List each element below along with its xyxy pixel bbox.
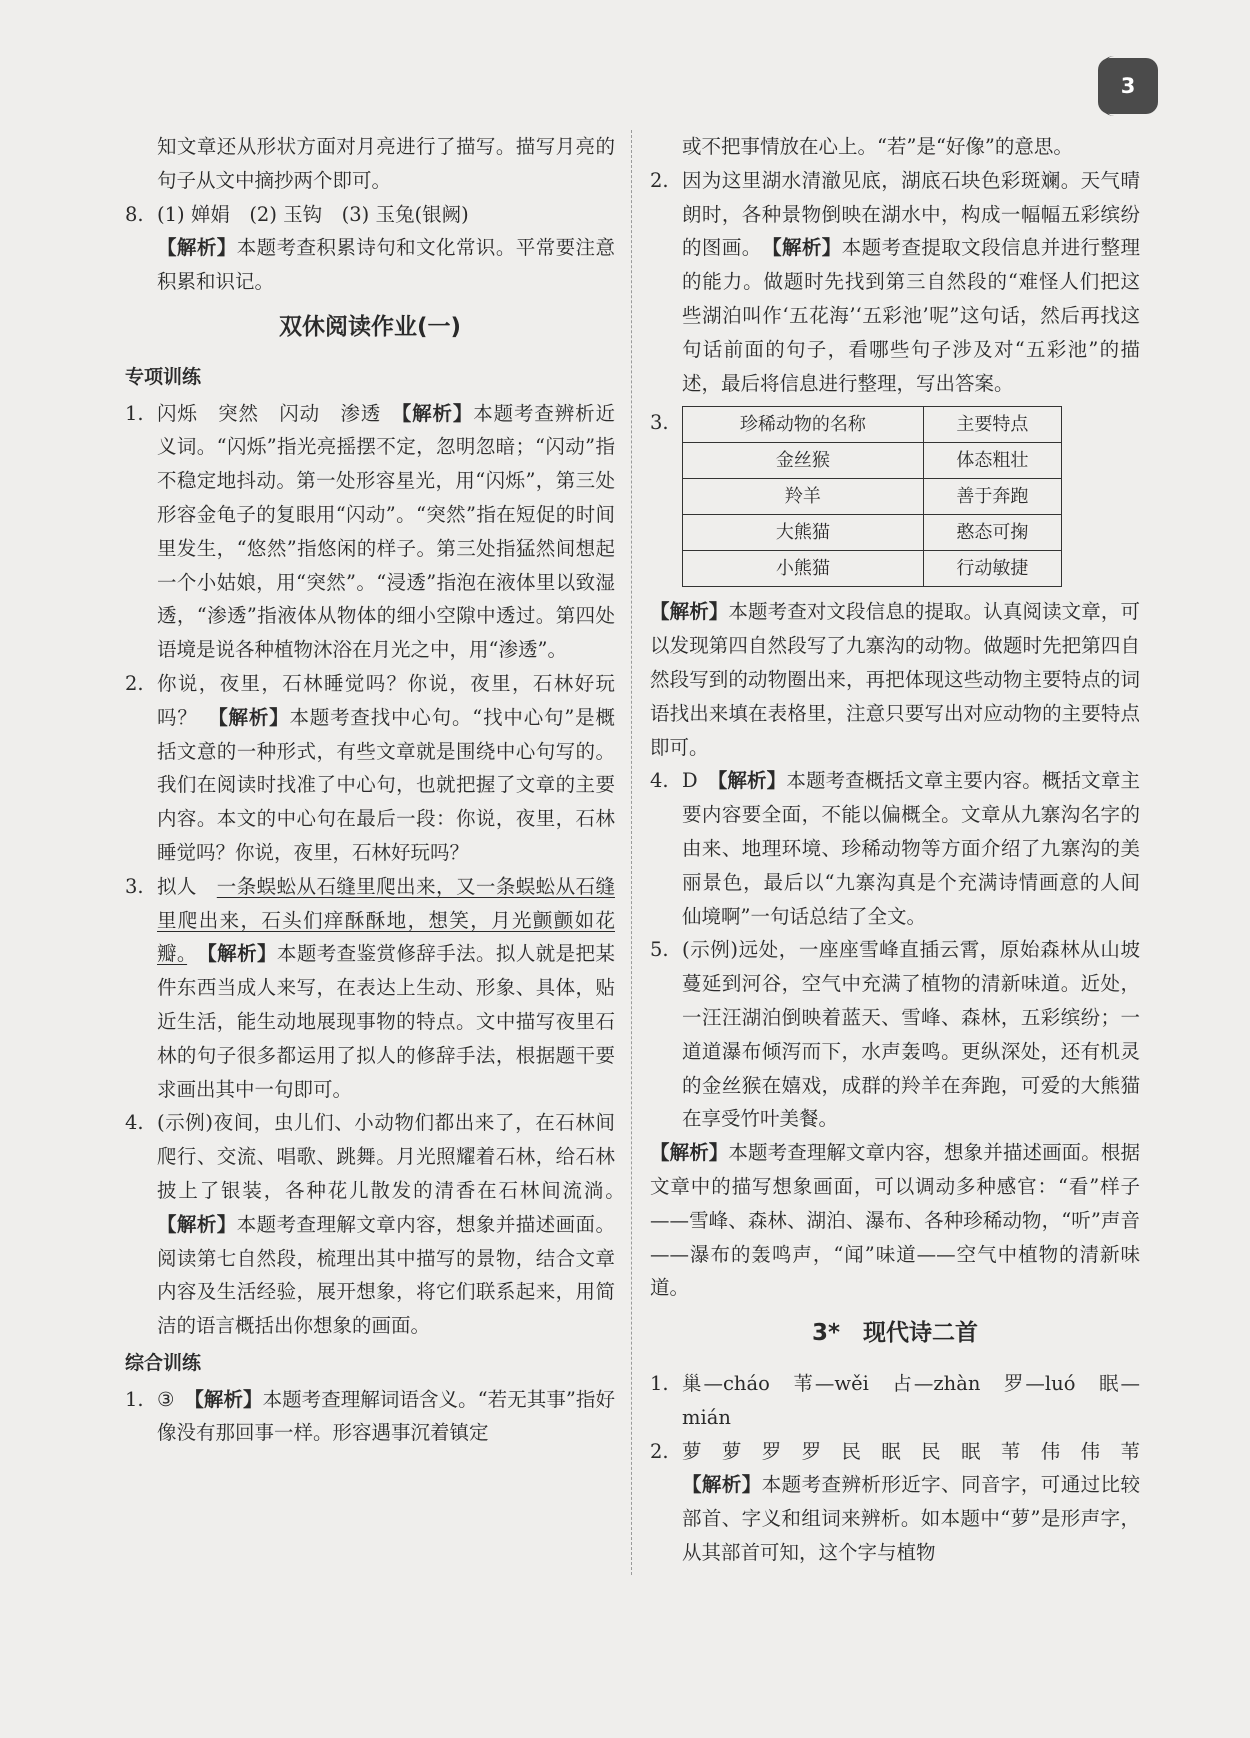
left-continuation: 知文章还从形状方面对月亮进行了描写。描写月亮的句子从文中摘抄两个即可。 [157,135,615,192]
table-cell: 体态粗壮 [923,443,1061,479]
subsection-title: 专项训练 [125,365,202,388]
analysis-label: 【解析】 [650,600,729,624]
right-column [650,130,1160,1570]
analysis-label: 【解析】 [650,1141,729,1165]
analysis-label: 【解析】 [401,401,474,425]
analysis-label: 【解析】 [682,1473,762,1497]
answer-4: 4. D 【解析】本题考查概括文章主要内容。概括文章主要内容要全面，不能以偏概全。文章从九寨沟名字的由来、地理环境、珍稀动物等方面介绍了九寨沟的美丽景色，最后以“九寨沟真是个充满诗情画意的人间仙境啊”一句话总结了全文。 [650,769,1140,928]
answer-3: 3. 拟人 一条蜈蚣从石缝里爬出来，又一条蜈蚣从石缝里爬出来，石头们痒酥酥地，想笑，月光颤颤如花瓣。 【解析】本题考查鉴赏修辞手法。拟人就是把某件东西当成人来写，在表达上生动、形象、具体，贴近生活，能生动地展现事物的特点。文中描写夜里石林的句子很多都运用了拟人的修辞手法，根据题干要求画出其中一句即可。 [125,874,615,1101]
section-title: 3* 现代诗二首 [811,1320,979,1347]
comprehensive-answer-1: 1. ③ 【解析】本题考查理解词语含义。“若无其事”指好像没有那回事一样。形容遇事沉着镇定 [125,1387,615,1445]
analysis-label: 【解析】 [157,1212,237,1236]
analysis-label: 【解析】 [717,769,787,793]
answer-5: 5. (示例)远处，一座座雪峰直插云霄，原始森林从山坡蔓延到河谷，空气中充满了植物的清新味道。近处，一汪汪湖泊倒映着蓝天、雪峰、森林，五彩缤纷；一道道瀑布倾泻而下，水声轰鸣。更纵深处，还有机灵的金丝猴在嬉戏，成群的羚羊在奔跑，可爱的大熊猫在享受竹叶美餐。 [650,938,1140,1131]
table-header-cell: 主要特点 [923,407,1061,443]
table-row [683,515,1062,551]
table-row [683,551,1062,587]
analysis-label: 【解析】 [207,942,277,966]
answer-8: 8. (1) 婵娟 (2) 玉钩 (3) 玉兔(银阙) 【解析】本题考查积累诗句和文化常识。平常要注意积累和识记。 [125,202,615,294]
answer-1: 1. 闪烁 突然 闪动 渗透 【解析】本题考查辨析近义词。“闪烁”指光亮摇摆不定，忽明忽暗；“闪动”指不稳定地抖动。第一处形容星光，用“闪烁”，第三处形容金龟子的复眼用“闪动”。“突然”指在短促的时间里发生，“悠然”指悠闲的样子。第三处指猛然间想起一个小姑娘，用“突然”。“浸透”指泡在液体里以致湿透，“渗透”指液体从物体的细小空隙中透过。第四处语境是说各种植物沐浴在月光之中，用“渗透”。 [125,401,615,662]
table-row [683,479,1062,515]
page-number: 3 [1098,58,1158,114]
analysis-label: 【解析】 [194,1387,263,1411]
table-cell: 行动敏捷 [923,551,1061,587]
poem-answer-2: 2. 萝 萝 罗 罗 民 眠 民 眠 苇 伟 伟 苇 【解析】本题考查辨析形近字、同音字，可通过比较部首、字义和组词来辨析。如本题中“萝”是形声字，从其部首可知，这个字与植物 [650,1439,1160,1564]
table-cell: 善于奔跑 [923,479,1061,515]
table-cell: 金丝猴 [683,443,924,479]
table-row [683,443,1062,479]
table-header-row [683,407,1062,443]
underlined-sentence: 一条蜈蚣从石缝里爬出来，又一条蜈蚣从石缝里爬出来，石头们痒酥酥地，想笑，月光颤颤如花瓣。 [157,874,615,966]
subsection-title: 综合训练 [125,1351,202,1374]
analysis-label: 【解析】 [771,236,842,260]
table-cell: 憨态可掬 [923,515,1061,551]
left-column [125,130,635,1450]
answer-5-analysis: 【解析】本题考查理解文章内容，想象并描述画面。根据文章中的描写想象画面，可以调动多种感官：“看”样子——雪峰、森林、湖泊、瀑布、各种珍稀动物，“听”声音——瀑布的轰鸣声，“闻”味道——空气中植物的清新味道。 [650,1141,1140,1300]
table-cell: 羚羊 [683,479,924,515]
answer-2: 2. 你说，夜里，石林睡觉吗？你说，夜里，石林好玩吗？ 【解析】本题考查找中心句。“找中心句”是概括文意的一种形式，有些文章就是围绕中心句写的。我们在阅读时找准了中心句，也就把握了文章的主要内容。本文的中心句在最后一段：你说，夜里，石林睡觉吗？你说，夜里，石林好玩吗？ [125,671,615,864]
section-title: 双休阅读作业(一) [278,313,462,340]
analysis-label: 【解析】 [157,236,237,260]
table-header-cell: 珍稀动物的名称 [683,407,924,443]
analysis-label: 【解析】 [217,705,290,729]
table-cell: 小熊猫 [683,551,924,587]
answer-3-analysis: 【解析】本题考查对文段信息的提取。认真阅读文章，可以发现第四自然段写了九寨沟的动物。做题时先把第四自然段写到的动物圈出来，再把体现这些动物主要特点的词语找出来填在表格里，注意只要写出对应动物的主要特点即可。 [650,600,1140,759]
poem-answer-1: 1. 巢—cháo 苇—wěi 占—zhàn 罗—luó 眠—mián [650,1371,1140,1429]
animal-table [682,406,1062,587]
answer-3: 3. 珍稀动物的名称 主要特点 金丝猴 体态粗壮 羚羊 善于奔跑 大熊猫 憨态可掬 小熊猫 行动敏捷 [650,406,1140,587]
right-continuation: 或不把事情放在心上。“若”是“好像”的意思。 [682,135,1073,158]
answer-4: 4. (示例)夜间，虫儿们、小动物们都出来了，在石林间爬行、交流、唱歌、跳舞。月光照耀着石林，给石林披上了银装，各种花儿散发的清香在石林间流淌。 【解析】本题考查理解文章内容，想象并描述画面。阅读第七自然段，梳理出其中描写的景物，结合文章内容及生活经验，展开想象，将它们联系起来，用简洁的语言概括出你想象的画面。 [125,1111,635,1338]
column-divider [631,130,632,1575]
answer-2: 2. 因为这里湖水清澈见底，湖底石块色彩斑斓。天气晴朗时，各种景物倒映在湖水中，构成一幅幅五彩缤纷的图画。 【解析】本题考查提取文段信息并进行整理的能力。做题时先找到第三自然段的“难怪人们把这些湖泊叫作‘五花海’‘五彩池’呢”这句话，然后再找这句话前面的句子，看哪些句子涉及对“五彩池”的描述，最后将信息进行整理，写出答案。 [650,168,1140,395]
table-cell: 大熊猫 [683,515,924,551]
